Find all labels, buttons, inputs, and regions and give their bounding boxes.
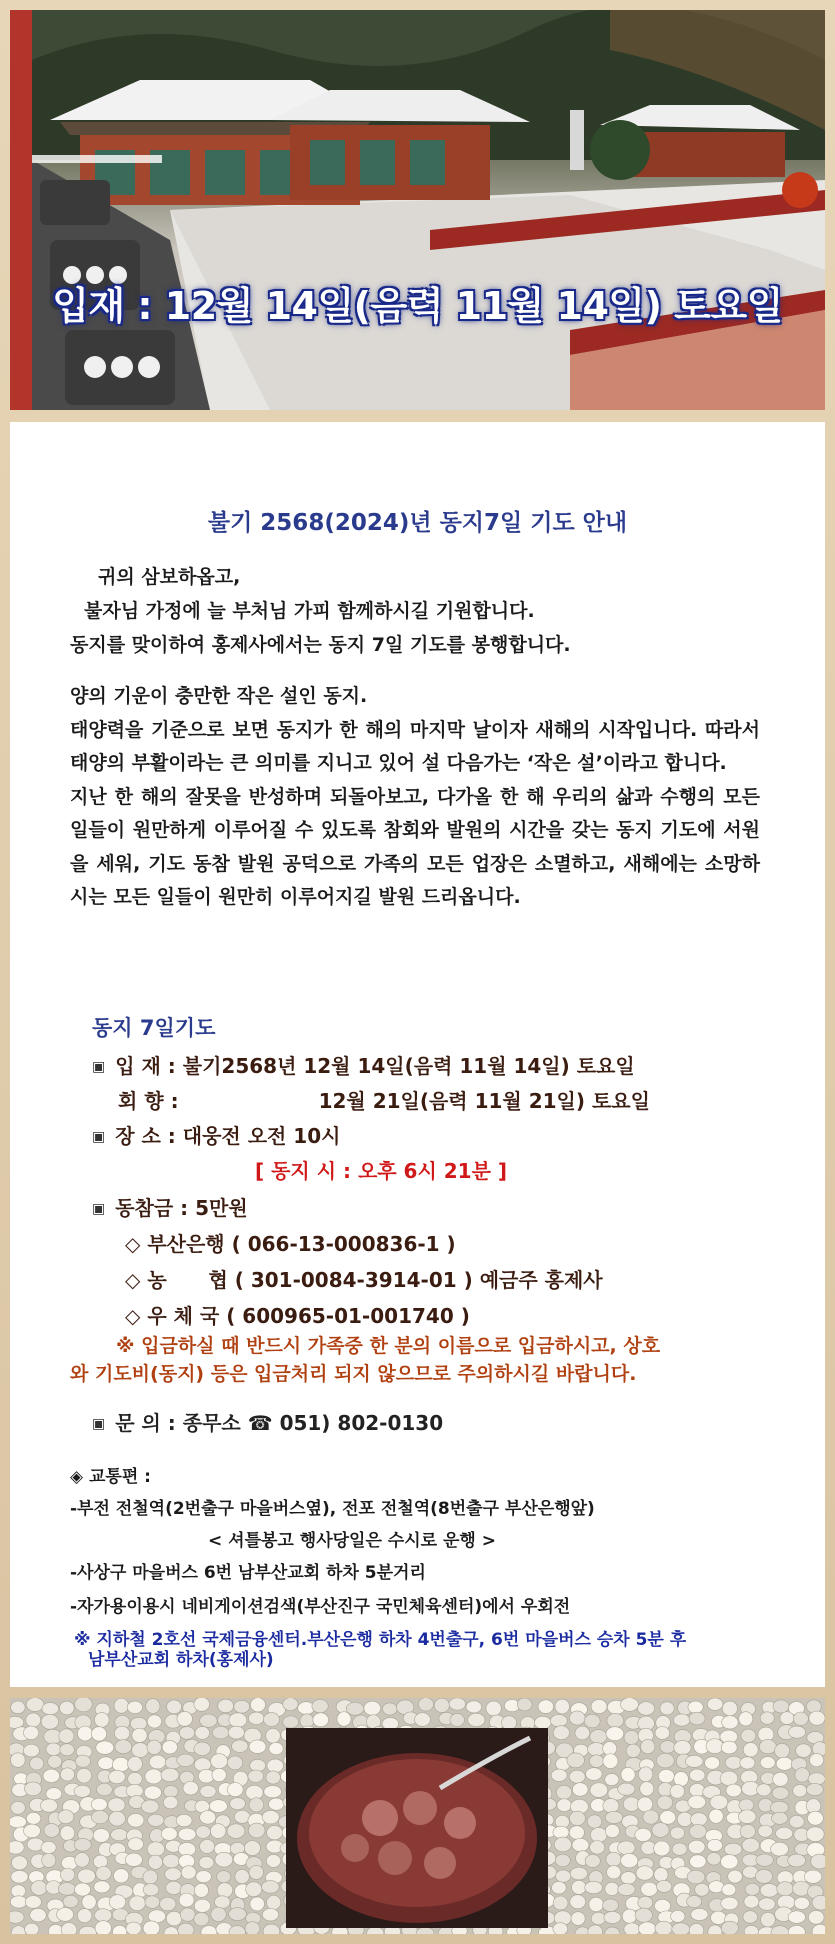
contact-row [92,1407,443,1436]
account-bank: 우 체 국 [147,1304,220,1328]
body-block [70,680,760,915]
traffic-line: -사상구 마을버스 6번 남부산교회 하차 5분거리 [70,1563,426,1583]
diamond-bullet-icon: ◇ [125,1304,148,1328]
square-bullet-icon: ▣ [92,1416,106,1432]
traffic-title: ◈ 교통편 : [70,1467,151,1487]
place-row [92,1120,340,1149]
notice-title: 불기 2568(2024)년 동지7일 기도 안내 [207,510,628,536]
body-paragraph: 지난 한 해의 잘못을 반성하며 되돌아보고, 다가올 한 해 우리의 삶과 수행의 모든 일들이 원만하게 이루어질 수 있도록 참회와 발원의 시간을 갖는 동지 기도에 서원을 세워, 기도 동참 발원 공덕으로 가족의 모든 업장은 소멸하고, 새해에는 소망하시는 모든 일들이 원만히 이루어지길 발원 드리옵니다. [70,785,760,908]
temple-illustration [10,10,825,410]
end-label: 회 향 : [118,1089,179,1113]
porridge-photo [10,1698,825,1934]
account-number: ( 066-13-000836-1 ) [231,1232,456,1256]
notice-card [10,422,825,1687]
greeting-line: 동지를 맞이하여 홍제사에서는 동지 7일 기도를 봉행합니다. [70,634,571,656]
start-value: 불기2568년 12월 14일(음력 11월 14일) 토요일 [182,1054,635,1078]
place-value: 대웅전 오전 10시 [182,1124,341,1148]
traffic-line: -부전 전철역(2번출구 마을버스옆), 전포 전철역(8번출구 부산은행앞) [70,1499,595,1519]
body-paragraph: 태양력을 기준으로 보면 동지가 한 해의 마지막 날이자 새해의 시작입니다. 따라서 태양의 부활이라는 큰 의미를 지니고 있어 설 다음가는 ‘작은 설’이라고 합니다. [70,718,760,774]
section-title: 동지 7일기도 [92,1016,216,1040]
fee-row [92,1192,248,1221]
fee-label: 동참금 : [115,1196,196,1220]
account-bank: 부산은행 [147,1232,225,1256]
greeting-line: 불자님 가정에 늘 부처님 가피 함께하시길 기원합니다. [84,600,535,622]
account-row [125,1228,456,1257]
warning-line: ※ 입금하실 때 반드시 가족중 한 분의 이름으로 입금하시고, 상호 [116,1335,661,1357]
body-paragraph: 양의 기운이 충만한 작은 설인 동지. [70,685,368,707]
contact-label: 문 의 : [115,1411,183,1435]
solstice-time: [ 동지 시 : 오후 6시 21분 ] [255,1159,508,1183]
end-value: 12월 21일(음력 11월 21일) 토요일 [318,1089,650,1113]
temple-photo [10,10,825,410]
diamond-bullet-icon: ◇ [125,1232,148,1256]
end-date-row [118,1085,650,1114]
diamond-bullet-icon: ◇ [125,1268,148,1292]
square-bullet-icon: ▣ [92,1059,106,1075]
account-row [125,1300,470,1329]
rice-ball-illustration [10,1698,825,1934]
account-row [125,1264,603,1293]
account-bank: 농 협 [147,1268,228,1292]
account-number: ( 600965-01-001740 ) [226,1304,470,1328]
traffic-line: -자가용이용시 네비게이션검색(부산진구 국민체육센터)에서 우회전 [70,1597,571,1617]
subway-note-line: ※ 지하철 2호선 국제금융센터.부산은행 하차 4번출구, 6번 마을버스 승차 5분 후 [74,1630,687,1650]
fee-value: 5만원 [195,1196,248,1220]
warning-line: 와 기도비(동지) 등은 입금처리 되지 않으므로 주의하시길 바랍니다. [70,1363,637,1385]
square-bullet-icon: ▣ [92,1201,106,1217]
start-label: 입 재 : [115,1054,183,1078]
greeting-block [70,560,760,662]
greeting-line: 귀의 삼보하옵고, [98,566,241,588]
hero-caption: 입재 : 12월 14일(음력 11월 14일) 토요일 [52,284,783,328]
subway-note [74,1630,774,1670]
account-number: ( 301-0084-3914-01 ) [234,1268,473,1292]
account-holder: 예금주 홍제사 [479,1268,603,1292]
subway-note-line: 남부산교회 하차(홍제사) [88,1650,274,1670]
contact-value: 종무소 ☎ 051) 802-0130 [182,1411,444,1435]
place-label: 장 소 : [115,1124,183,1148]
traffic-line: < 셔틀봉고 행사당일은 수시로 운행 > [208,1531,496,1551]
deposit-warning [70,1332,770,1388]
square-bullet-icon: ▣ [92,1129,106,1145]
start-date-row [92,1050,635,1079]
